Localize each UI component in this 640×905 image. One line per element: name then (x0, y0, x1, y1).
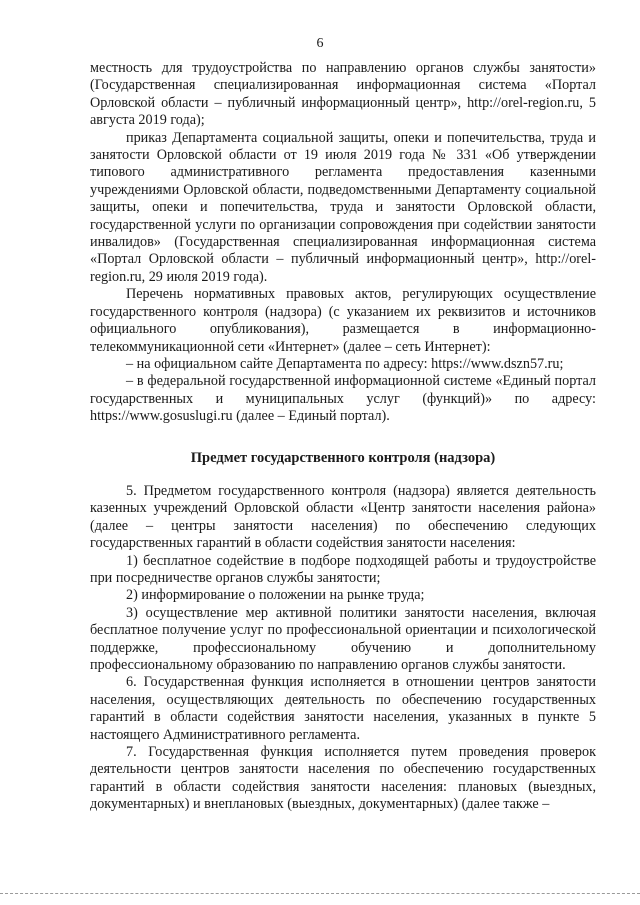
paragraph-acts-list: Перечень нормативных правовых актов, регулирующих осуществление государственного контроля (надзора) (с указанием их реквизитов и источников официального опубликования), размещается в информационно-телекоммуникационной сети «Интернет» (далее – сеть Интернет): (90, 286, 596, 355)
paragraph-site-gosuslugi: – в федеральной государственной информационной системе «Единый портал государственных и муниципальных услуг (функций)» по адресу: https://www.gosuslugi.ru (далее – Единый портал). (90, 373, 596, 425)
paragraph-subitem-1: 1) бесплатное содействие в подборе подходящей работы и трудоустройстве при посредничестве органов службы занятости; (90, 552, 596, 586)
paragraph-item-5: 5. Предметом государственного контроля (надзора) является деятельность казенных учреждений Орловской области «Центр занятости населения района» (далее – центры занятости населения) по обеспечению следующих государственных гарантий в области содействия занятости населения: (90, 482, 596, 552)
paragraph-subitem-2: 2) информирование о положении на рынке труда; (126, 587, 425, 604)
section-heading: Предмет государственного контроля (надзора) (190, 449, 496, 466)
paragraph-continued: местность для трудоустройства по направлению органов службы занятости» (Государственная специализированная информационная система «Портал Орловской области – публичный информационный центр», http://orel-region.ru, 5 августа 2019 года); (90, 60, 596, 129)
paragraph-site-dszn57: – на официальном сайте Департамента по адресу: https://www.dszn57.ru; (126, 355, 564, 372)
spacer (90, 426, 596, 450)
paragraph-item-7: 7. Государственная функция исполняется путем проведения проверок деятельности центров занятости населения по обеспечению государственных гарантий в области содействия занятости населения: плановых (выездных, документарных) и внеплановых (выездных, документарных) (далее также – (90, 744, 596, 813)
page-number: 6 (316, 36, 324, 51)
paragraph-item-6: 6. Государственная функция исполняется в отношении центров занятости населения, осуществляющих деятельность по обеспечению государственных гарантий в области содействия занятости населения, указанных в пункте 5 настоящего Административного регламента. (90, 674, 596, 743)
paragraph-order-331: приказ Департамента социальной защиты, опеки и попечительства, труда и занятости Орловской области от 19 июля 2019 года № 331 «Об утверждении типового административного регламента предоставления казенными учреждениями Орловской области, подведомственными Департаменту социальной защиты, опеки и попечительства, труда и занятости Орловской области, государственной услуги по организации сопровождения при содействии занятости инвалидов» (Государственная специализированная информационная система «Портал Орловской области – публичный информационный центр», http://orel-region.ru, 29 июля 2019 года). (90, 129, 596, 285)
paragraph-subitem-3: 3) осуществление мер активной политики занятости населения, включая бесплатное получение услуг по профессиональной ориентации и психологической поддержке, профессиональному обучению и дополнительному профессиональному образованию по направлению органов службы занятости. (90, 604, 596, 673)
spacer (90, 467, 596, 483)
document-body (90, 60, 596, 814)
scan-edge-line (0, 893, 640, 894)
